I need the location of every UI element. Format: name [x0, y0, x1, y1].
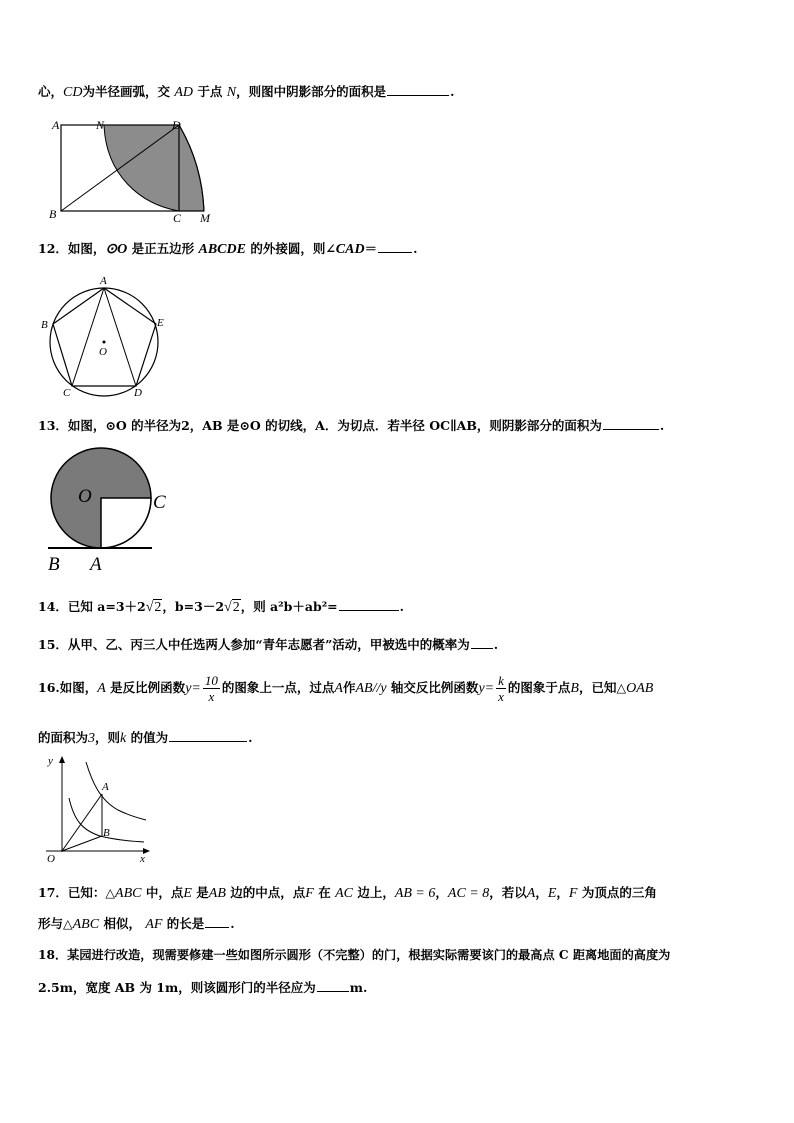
q12-text-part: .	[413, 241, 418, 256]
label-d: D	[134, 387, 142, 399]
answer-blank	[378, 240, 412, 253]
q17-text-line1: 17．已知：△ABC 中，点E 是AB 边的中点，点F 在 AC 边上，AB = 6，AC = 8，若以A，E，F 为顶点的三角	[38, 885, 657, 901]
question-number: 16.如图，	[38, 680, 98, 695]
q17-text-line2	[38, 915, 235, 933]
q11-text-part: .	[450, 84, 455, 99]
label-n: N	[96, 118, 105, 132]
fraction-numerator: k	[498, 673, 504, 688]
q16-text-part: ，则	[95, 730, 121, 745]
q18-text-line1	[38, 947, 670, 963]
q16-text-line2	[38, 729, 252, 747]
q16-text-part: 的面积为	[38, 730, 89, 745]
math-cd: CD	[63, 85, 83, 100]
q16-text-part: ，已知△	[578, 680, 627, 695]
curve-y-10-over-x	[86, 762, 146, 820]
sqrt-radicand: 2	[154, 600, 162, 615]
math-parallel: //	[372, 681, 381, 696]
math-k: k	[120, 731, 127, 746]
fraction-numerator: 10	[204, 673, 218, 688]
answer-blank	[205, 915, 229, 928]
label-o: O	[99, 346, 107, 358]
q17-text-part: .	[230, 916, 235, 931]
q16-text-part: 作	[342, 680, 356, 695]
q13-figure	[40, 446, 178, 576]
q12-text-part: ＝	[364, 241, 378, 256]
q17-text-part: 相似，	[103, 916, 141, 931]
q17-text-part: ，	[435, 885, 448, 900]
q14-text-part: ，b=3－2	[162, 599, 225, 614]
math-f: F	[305, 886, 314, 901]
math-a: A	[526, 886, 536, 901]
q16-text-part: 轴交反比例函数	[390, 680, 479, 695]
segment-ad	[104, 288, 136, 386]
math-f: F	[568, 886, 578, 901]
y-axis-arrow	[59, 756, 65, 763]
math-ab: AB	[355, 681, 373, 696]
fraction-denominator: x	[208, 689, 215, 704]
label-o: O	[78, 486, 92, 507]
segment-ac	[72, 288, 104, 386]
math-abcde: ABCDE	[198, 242, 246, 257]
math-ab-6: AB = 6	[394, 886, 436, 901]
q16-text-part: .	[248, 730, 253, 745]
center-point	[103, 341, 106, 344]
math-abc: ABC	[115, 886, 142, 901]
q12-text-part: 的外接圆，则∠	[250, 241, 336, 256]
math-oab: OAB	[626, 681, 654, 696]
label-a: A	[100, 275, 107, 287]
q16-text-part: 是反比例函数	[110, 680, 186, 695]
label-a: A	[102, 781, 109, 793]
fraction-10-over-x	[203, 673, 220, 704]
math-abc: ABC	[72, 917, 100, 932]
q15-text-part: 15．从甲、乙、丙三人中任选两人参加“青年志愿者”活动，甲被选中的概率为	[38, 637, 470, 652]
q17-text-part: 中，点	[145, 885, 184, 900]
q12-text-part: 是正五边形	[131, 241, 195, 256]
q17-text-part: 边的中点，点	[230, 885, 306, 900]
segment-oa	[62, 794, 102, 851]
q18-text-part: m.	[349, 980, 368, 995]
sqrt-2: √2	[224, 600, 240, 615]
math-ac: AC	[335, 886, 353, 901]
math-ab: AB	[208, 886, 226, 901]
q14-text-part: .	[399, 599, 405, 614]
fraction-denominator: x	[498, 689, 504, 704]
answer-blank	[317, 979, 349, 992]
q18-text-line2	[38, 979, 367, 996]
fraction-k-over-x	[496, 673, 506, 704]
answer-blank	[603, 417, 659, 430]
math-a: A	[97, 681, 106, 696]
math-n: N	[226, 85, 237, 100]
label-e: E	[157, 317, 164, 329]
q13-text-part: 13．如图，⊙O 的半径为2，AB 是⊙O 的切线，A．为切点．若半径 OC∥AB，则阴影部分的面积为	[38, 418, 602, 433]
math-b: B	[570, 681, 579, 696]
q16-text-part: 的值为	[130, 730, 169, 745]
q17-text-part: 的长是	[166, 916, 205, 931]
question-number: 12．如图，	[38, 241, 106, 256]
q15-text-part: .	[493, 637, 499, 652]
q17-text-part: 形与△	[38, 916, 73, 931]
q14-text-part: ，则 a²b＋ab²=	[240, 599, 338, 614]
answer-blank	[387, 83, 449, 96]
label-c: C	[63, 387, 71, 399]
math-y: y	[380, 681, 387, 696]
q18-text-part: 2.5m，宽度 AB 为 1m，则该圆形门的半径应为	[38, 980, 316, 995]
label-b: B	[48, 554, 60, 575]
math-a: A	[334, 681, 343, 696]
sqrt-1: √2	[145, 600, 162, 615]
q11-text-part: 心，	[38, 84, 64, 99]
math-eq: =	[484, 681, 495, 696]
q18-text-part: 18．某园进行改造，现需要修建一些如图所示圆形（不完整）的门，根据实际需要该门的最高点 C 距离地面的高度为	[38, 948, 671, 962]
answer-blank	[471, 636, 493, 649]
q17-text-part: 在	[318, 885, 331, 900]
math-cad: CAD	[335, 242, 365, 257]
q12-text	[38, 240, 417, 258]
math-circle-o: ⊙O	[105, 242, 128, 257]
math-e: E	[183, 886, 192, 901]
q16-figure	[36, 752, 156, 868]
q13-text	[38, 417, 664, 434]
math-ad: AD	[174, 85, 194, 100]
answer-blank	[169, 729, 247, 742]
label-a: A	[52, 118, 60, 132]
math-y: y	[478, 681, 485, 696]
q14-text-part: 14．已知 a=3＋2	[38, 599, 146, 614]
q16-text-part: 的图象上一点，过点	[221, 680, 335, 695]
label-o: O	[47, 853, 55, 865]
label-c: C	[173, 211, 182, 224]
label-m: M	[200, 211, 210, 224]
shaded-region	[104, 125, 204, 211]
label-d: D	[172, 118, 181, 132]
q11-text-part: 于点	[197, 84, 223, 99]
q15-text	[38, 636, 498, 653]
q11-text-part: ，则图中阴影部分的面积是	[236, 84, 387, 99]
label-c: C	[153, 492, 166, 513]
label-x: x	[140, 853, 145, 865]
label-y: y	[48, 755, 53, 767]
label-b: B	[103, 827, 110, 839]
q17-text-part: 是	[196, 885, 209, 900]
q14-text	[38, 598, 404, 616]
q11-text-part: 为半径画弧，交	[82, 84, 170, 99]
label-b: B	[41, 319, 48, 331]
sqrt-radicand: 2	[232, 600, 240, 615]
q17-text-part: 为顶点的三角	[581, 885, 657, 900]
q12-figure	[36, 274, 174, 400]
math-3: 3	[88, 731, 96, 746]
answer-blank	[339, 598, 399, 611]
math-eq: =	[191, 681, 201, 696]
math-ac-8: AC = 8	[447, 886, 490, 901]
q17-text-part: 17．已知：△	[38, 885, 116, 900]
math-y: y	[185, 681, 192, 696]
q11-text	[38, 83, 454, 101]
q17-text-part: 边上，	[357, 885, 395, 900]
q17-text-part: ，若以	[489, 885, 527, 900]
q11-figure	[44, 116, 224, 224]
math-af: AF	[145, 917, 163, 932]
q16-text-part: 的图象于点	[507, 680, 571, 695]
label-b: B	[49, 207, 57, 221]
label-a: A	[90, 554, 102, 575]
q16-text-line1	[38, 673, 653, 704]
q13-text-part: .	[659, 418, 665, 433]
math-e: E	[547, 886, 557, 901]
unshaded-quarter	[101, 498, 151, 548]
segment-ob	[62, 836, 102, 851]
